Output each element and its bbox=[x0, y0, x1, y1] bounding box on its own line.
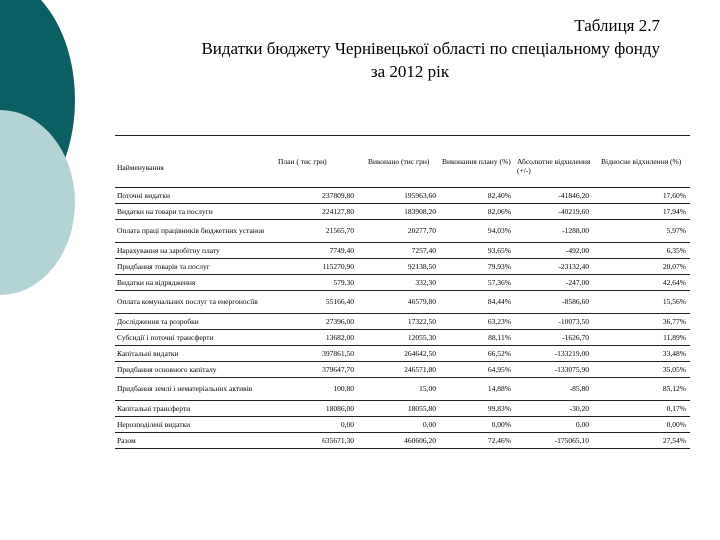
item-name: Поточні видатки bbox=[115, 188, 270, 204]
plan-value: 579,30 bbox=[270, 275, 358, 291]
relative-deviation: 0,00% bbox=[593, 417, 690, 433]
execution-percent: 82,06% bbox=[440, 204, 515, 220]
table-row bbox=[115, 314, 690, 330]
relative-deviation: 20,07% bbox=[593, 259, 690, 275]
relative-deviation: 5,97% bbox=[593, 220, 690, 243]
header-name: Найменування bbox=[115, 136, 270, 188]
executed-value: 332,30 bbox=[358, 275, 440, 291]
plan-value: 13682,00 bbox=[270, 330, 358, 346]
table-row bbox=[115, 378, 690, 401]
execution-percent: 63,23% bbox=[440, 314, 515, 330]
execution-percent: 84,44% bbox=[440, 291, 515, 314]
plan-value: 224127,80 bbox=[270, 204, 358, 220]
plan-value: 100,80 bbox=[270, 378, 358, 401]
execution-percent: 14,88% bbox=[440, 378, 515, 401]
item-name: Придбання товарів та послуг bbox=[115, 259, 270, 275]
item-name: Дослідження та розробки bbox=[115, 314, 270, 330]
table-row bbox=[115, 275, 690, 291]
absolute-deviation: -23132,40 bbox=[515, 259, 593, 275]
executed-value: 183908,20 bbox=[358, 204, 440, 220]
item-name: Субсидії і поточні трансферти bbox=[115, 330, 270, 346]
relative-deviation: 27,54% bbox=[593, 433, 690, 449]
title-main: Видатки бюджету Чернівецької області по спеціальному фонду bbox=[201, 39, 660, 58]
relative-deviation: 11,89% bbox=[593, 330, 690, 346]
item-name: Капітальні трансферти bbox=[115, 401, 270, 417]
execution-percent: 0,00% bbox=[440, 417, 515, 433]
item-name: Нерозподілені видатки bbox=[115, 417, 270, 433]
header-plan: План ( тис грн) bbox=[270, 136, 358, 188]
absolute-deviation: -85,80 bbox=[515, 378, 593, 401]
item-name: Видатки на товари та послуги bbox=[115, 204, 270, 220]
relative-deviation: 42,64% bbox=[593, 275, 690, 291]
header-absolute-deviation: Абсолютне відхилення (+/-) bbox=[515, 136, 593, 188]
table-row bbox=[115, 220, 690, 243]
execution-percent: 79,93% bbox=[440, 259, 515, 275]
table-row bbox=[115, 291, 690, 314]
table-row bbox=[115, 204, 690, 220]
executed-value: 15,00 bbox=[358, 378, 440, 401]
plan-value: 18086,00 bbox=[270, 401, 358, 417]
plan-value: 7749,40 bbox=[270, 243, 358, 259]
plan-value: 115270,90 bbox=[270, 259, 358, 275]
execution-percent: 82,40% bbox=[440, 188, 515, 204]
table-row bbox=[115, 401, 690, 417]
absolute-deviation: -133219,00 bbox=[515, 346, 593, 362]
slide-title bbox=[20, 14, 660, 83]
table-row bbox=[115, 259, 690, 275]
absolute-deviation: 0,00 bbox=[515, 417, 593, 433]
relative-deviation: 36,77% bbox=[593, 314, 690, 330]
plan-value: 635671,30 bbox=[270, 433, 358, 449]
absolute-deviation: -492,00 bbox=[515, 243, 593, 259]
absolute-deviation: -8586,60 bbox=[515, 291, 593, 314]
executed-value: 0,00 bbox=[358, 417, 440, 433]
item-name: Нарахування на заробітну плату bbox=[115, 243, 270, 259]
executed-value: 20277,70 bbox=[358, 220, 440, 243]
relative-deviation: 15,56% bbox=[593, 291, 690, 314]
plan-value: 0,00 bbox=[270, 417, 358, 433]
executed-value: 264642,50 bbox=[358, 346, 440, 362]
plan-value: 397861,50 bbox=[270, 346, 358, 362]
executed-value: 17322,50 bbox=[358, 314, 440, 330]
header-plan-execution: Виконання плану (%) bbox=[440, 136, 515, 188]
plan-value: 55166,40 bbox=[270, 291, 358, 314]
item-name: Оплата комунальних послуг та енергоносіїв bbox=[115, 291, 270, 314]
item-name: Придбання землі і нематеріальних активів bbox=[115, 378, 270, 401]
relative-deviation: 0,17% bbox=[593, 401, 690, 417]
header-relative-deviation: Відносне відхилення (%) bbox=[593, 136, 690, 188]
absolute-deviation: -1288,00 bbox=[515, 220, 593, 243]
absolute-deviation: -1626,70 bbox=[515, 330, 593, 346]
item-name: Разом bbox=[115, 433, 270, 449]
table-number: Таблиця 2.7 bbox=[574, 16, 660, 35]
table-header-row bbox=[115, 136, 690, 188]
executed-value: 46579,80 bbox=[358, 291, 440, 314]
execution-percent: 66,52% bbox=[440, 346, 515, 362]
executed-value: 7257,40 bbox=[358, 243, 440, 259]
relative-deviation: 85,12% bbox=[593, 378, 690, 401]
executed-value: 92138,50 bbox=[358, 259, 440, 275]
executed-value: 18055,80 bbox=[358, 401, 440, 417]
executed-value: 460606,20 bbox=[358, 433, 440, 449]
execution-percent: 64,95% bbox=[440, 362, 515, 378]
plan-value: 27396,00 bbox=[270, 314, 358, 330]
relative-deviation: 17,60% bbox=[593, 188, 690, 204]
execution-percent: 94,03% bbox=[440, 220, 515, 243]
table-row bbox=[115, 346, 690, 362]
executed-value: 246571,80 bbox=[358, 362, 440, 378]
absolute-deviation: -247,00 bbox=[515, 275, 593, 291]
item-name: Видатки на відрядження bbox=[115, 275, 270, 291]
table-row bbox=[115, 417, 690, 433]
relative-deviation: 17,94% bbox=[593, 204, 690, 220]
execution-percent: 88,11% bbox=[440, 330, 515, 346]
plan-value: 379647,70 bbox=[270, 362, 358, 378]
item-name: Капітальні видатки bbox=[115, 346, 270, 362]
absolute-deviation: -133075,90 bbox=[515, 362, 593, 378]
table-row bbox=[115, 433, 690, 449]
execution-percent: 99,83% bbox=[440, 401, 515, 417]
table-row bbox=[115, 362, 690, 378]
execution-percent: 93,65% bbox=[440, 243, 515, 259]
relative-deviation: 6,35% bbox=[593, 243, 690, 259]
absolute-deviation: -41846,20 bbox=[515, 188, 593, 204]
table-row bbox=[115, 330, 690, 346]
item-name: Придбання основного капіталу bbox=[115, 362, 270, 378]
executed-value: 12055,30 bbox=[358, 330, 440, 346]
plan-value: 237809,80 bbox=[270, 188, 358, 204]
relative-deviation: 33,48% bbox=[593, 346, 690, 362]
absolute-deviation: -10073,50 bbox=[515, 314, 593, 330]
table-row bbox=[115, 243, 690, 259]
relative-deviation: 35,05% bbox=[593, 362, 690, 378]
item-name: Оплата праці працівників бюджетних установ bbox=[115, 220, 270, 243]
budget-table bbox=[115, 135, 690, 449]
execution-percent: 57,36% bbox=[440, 275, 515, 291]
header-executed: Виконано (тис грн) bbox=[358, 136, 440, 188]
plan-value: 21565,70 bbox=[270, 220, 358, 243]
execution-percent: 72,46% bbox=[440, 433, 515, 449]
executed-value: 195963,60 bbox=[358, 188, 440, 204]
absolute-deviation: -30,20 bbox=[515, 401, 593, 417]
absolute-deviation: -40219,60 bbox=[515, 204, 593, 220]
table-row bbox=[115, 188, 690, 204]
absolute-deviation: -175065,10 bbox=[515, 433, 593, 449]
title-year: за 2012 рік bbox=[370, 62, 450, 81]
